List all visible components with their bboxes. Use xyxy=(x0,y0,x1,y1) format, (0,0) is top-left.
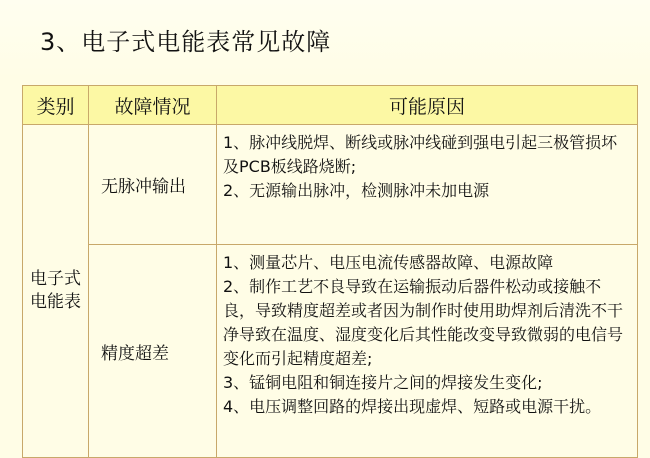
fault-table xyxy=(22,85,638,458)
page-title: 3、电子式电能表常见故障 xyxy=(40,28,332,56)
category-cell xyxy=(23,125,89,458)
cause-item: 1、脉冲线脱焊、断线或脉冲线碰到强电引起三极管损坏及PCB板线路烧断; xyxy=(223,133,618,176)
cause-cell xyxy=(217,125,638,245)
table-row xyxy=(23,125,638,245)
cause-item: 2、无源输出脉冲，检测脉冲未加电源 xyxy=(223,181,490,200)
situation-cell: 无脉冲输出 xyxy=(89,125,217,245)
table-header-row xyxy=(23,86,638,125)
situation-cell: 精度超差 xyxy=(89,245,217,458)
cause-item: 4、电压调整回路的焊接出现虚焊、短路或电源干扰。 xyxy=(223,397,602,416)
cause-item: 2、制作工艺不良导致在运输振动后器件松动或接触不良，导致精度超差或者因为制作时使用助焊剂后清洗不干净导致在温度、湿度变化后其性能改变导致微弱的电信号变化而引起精度超差; xyxy=(223,277,624,368)
header-situation: 故障情况 xyxy=(89,86,217,125)
header-category: 类别 xyxy=(23,86,89,125)
cause-item: 1、测量芯片、电压电流传感器故障、电源故障 xyxy=(223,253,554,272)
cause-item: 3、锰铜电阻和铜连接片之间的焊接发生变化; xyxy=(223,373,543,392)
table-row xyxy=(23,245,638,458)
cause-cell xyxy=(217,245,638,458)
category-label: 电子式 电能表 xyxy=(30,269,81,312)
header-causes: 可能原因 xyxy=(217,86,638,125)
